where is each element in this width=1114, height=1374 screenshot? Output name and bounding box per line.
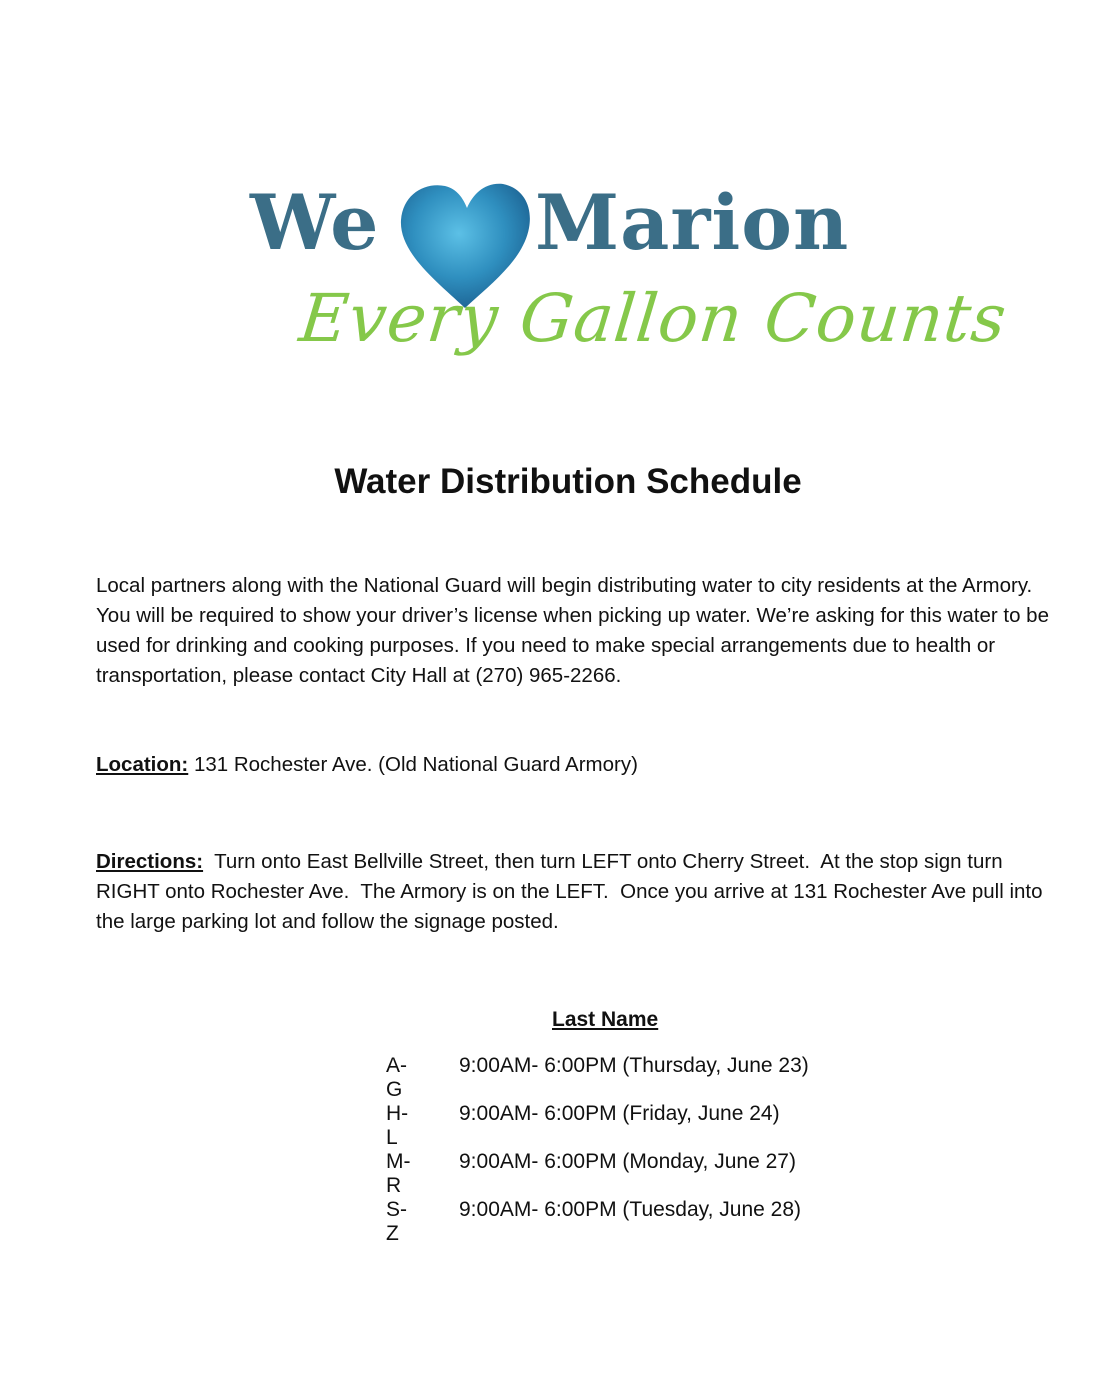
directions-label: Directions: [96,850,204,873]
schedule-time: 9:00AM- 6:00PM (Monday, June 27) [459,1150,796,1173]
directions-paragraph [96,847,1056,937]
location-label: Location: [96,753,189,776]
schedule-time: 9:00AM- 6:00PM (Tuesday, June 28) [459,1198,801,1221]
location-line [96,750,1056,780]
schedule-header: Last Name [552,1008,659,1031]
we-love-marion-logo [240,140,1011,370]
schedule-range: M-R [386,1150,411,1197]
logo-tagline: Every Gallon Counts [295,280,1011,357]
logo-word-we: We [250,178,380,267]
location-text: 131 Rochester Ave. (Old National Guard Armory) [188,753,638,776]
directions-text: Turn onto East Bellville Street, then turn LEFT onto Cherry Street. At the stop sign turn RIGHT onto Rochester Ave. The Armory is on the LEFT. Once you arrive at 131 Rochester Ave pull into the large parking lot and follow the signage posted. [96,850,1049,933]
schedule-range: A-G [386,1054,407,1101]
schedule-time: 9:00AM- 6:00PM (Thursday, June 23) [459,1054,809,1077]
schedule-range: S-Z [386,1198,407,1245]
logo-word-marion: Marion [535,178,850,267]
logo-wordmark [250,178,910,278]
intro-paragraph: Local partners along with the National Guard will begin distributing water to city residents at the Armory. You will be required to show your driver’s license when picking up water. We’re asking for this water to be used for drinking and cooking purposes. If you need to make special arrangements due to health or transportation, please contact City Hall at (270) 965-2266. [96,574,1049,687]
page-title: Water Distribution Schedule [334,462,802,501]
schedule-time: 9:00AM- 6:00PM (Friday, June 24) [459,1102,780,1125]
schedule-range: H-L [386,1102,409,1149]
